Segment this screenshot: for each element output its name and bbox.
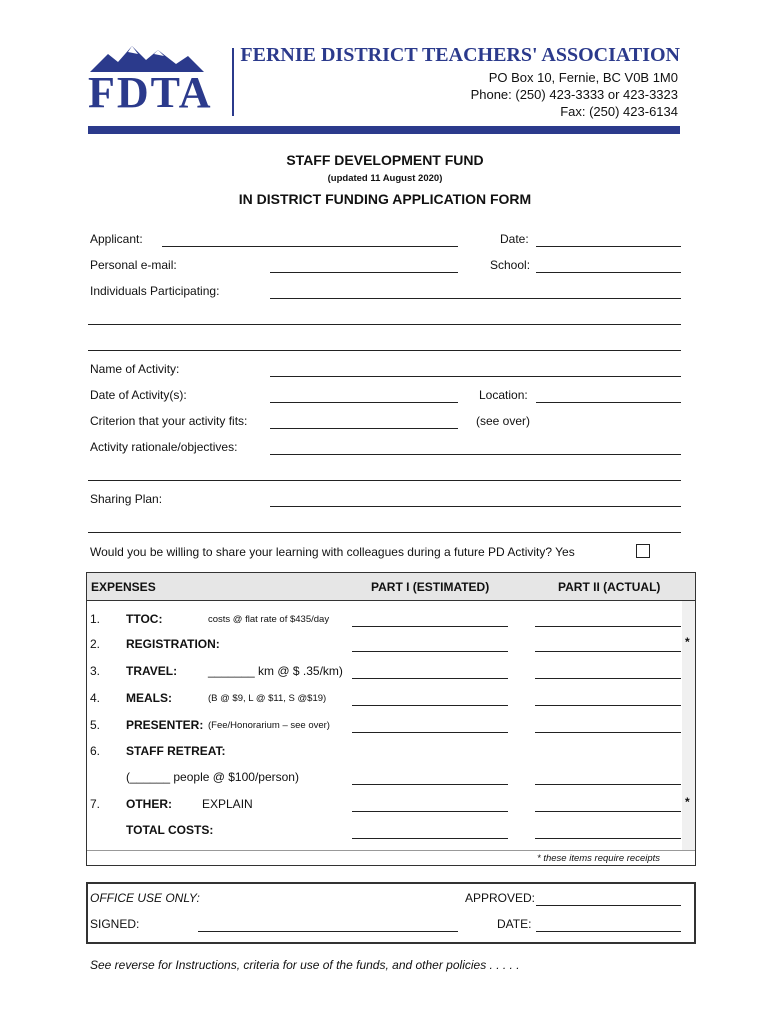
- rationale-field-2[interactable]: [88, 480, 681, 481]
- expense-part1-field[interactable]: [352, 732, 508, 733]
- signed-label: SIGNED:: [90, 917, 140, 931]
- individuals-field-2[interactable]: [88, 324, 681, 325]
- activity-name-field[interactable]: [270, 376, 681, 377]
- office-date-field[interactable]: [536, 931, 681, 932]
- signed-field[interactable]: [198, 931, 458, 932]
- expense-label: PRESENTER:: [126, 718, 204, 732]
- logo: [88, 42, 213, 120]
- total-label: TOTAL COSTS:: [126, 823, 214, 837]
- sharing-field-2[interactable]: [88, 532, 681, 533]
- expense-label: TTOC:: [126, 612, 163, 626]
- email-label: Personal e-mail:: [90, 258, 177, 272]
- expense-part2-field[interactable]: [535, 705, 681, 706]
- expense-num: 5.: [90, 718, 101, 732]
- expense-num: 6.: [90, 744, 101, 758]
- individuals-field[interactable]: [270, 298, 681, 299]
- approved-label: APPROVED:: [465, 891, 536, 905]
- expense-label: MEALS:: [126, 691, 172, 705]
- retreat-part2-field[interactable]: [535, 784, 681, 785]
- part2-header: PART II (ACTUAL): [558, 580, 661, 594]
- location-field[interactable]: [536, 402, 681, 403]
- header-bar: [88, 126, 680, 134]
- expense-part2-field[interactable]: [535, 626, 681, 627]
- office-use-title: OFFICE USE ONLY:: [90, 891, 200, 905]
- yes-checkbox[interactable]: [636, 544, 650, 558]
- expense-label: STAFF RETREAT:: [126, 744, 226, 758]
- rationale-label: Activity rationale/objectives:: [90, 440, 238, 454]
- activity-date-label: Date of Activity(s):: [90, 388, 187, 402]
- criterion-field[interactable]: [270, 428, 458, 429]
- see-over-note: (see over): [476, 414, 531, 428]
- form-title: IN DISTRICT FUNDING APPLICATION FORM: [238, 191, 532, 207]
- office-date-label: DATE:: [497, 917, 532, 931]
- retreat-part1-field[interactable]: [352, 784, 508, 785]
- other-label: OTHER:: [126, 797, 172, 811]
- expense-note: (B @ $9, L @ $11, S @$19): [208, 693, 327, 704]
- logo-text: FDTA: [88, 68, 213, 117]
- expense-num: 1.: [90, 612, 101, 626]
- share-question: Would you be willing to share your learning with colleagues during a future PD Activity? Yes: [90, 545, 575, 559]
- expense-part1-field[interactable]: [352, 651, 508, 652]
- location-label: Location:: [479, 388, 528, 402]
- sharing-field[interactable]: [270, 506, 681, 507]
- email-field[interactable]: [270, 272, 458, 273]
- footer-note: See reverse for Instructions, criteria for use of the funds, and other policies . . . . .: [90, 958, 520, 972]
- expense-label: REGISTRATION:: [126, 637, 220, 651]
- other-asterisk: *: [685, 795, 690, 809]
- criterion-label: Criterion that your activity fits:: [90, 414, 248, 428]
- other-part2-field[interactable]: [535, 811, 681, 812]
- other-explain: EXPLAIN: [202, 797, 253, 811]
- expense-note: (Fee/Honorarium – see over): [208, 720, 330, 731]
- activity-date-field[interactable]: [270, 402, 458, 403]
- rationale-field[interactable]: [270, 454, 681, 455]
- expenses-header: EXPENSES: [91, 580, 156, 594]
- total-part1-field[interactable]: [352, 838, 508, 839]
- applicant-label: Applicant:: [90, 232, 143, 246]
- expense-num: 3.: [90, 664, 101, 678]
- expense-asterisk: *: [685, 635, 690, 649]
- expense-part1-field[interactable]: [352, 626, 508, 627]
- phone: Phone: (250) 423-3333 or 423-3323: [470, 87, 678, 102]
- other-num: 7.: [90, 797, 101, 811]
- other-part1-field[interactable]: [352, 811, 508, 812]
- individuals-label: Individuals Participating:: [90, 284, 220, 298]
- expense-part1-field[interactable]: [352, 678, 508, 679]
- individuals-field-3[interactable]: [88, 350, 681, 351]
- expense-part2-field[interactable]: [535, 678, 681, 679]
- part1-header: PART I (ESTIMATED): [371, 580, 490, 594]
- updated-date: (updated 11 August 2020): [327, 173, 443, 184]
- school-label: School:: [490, 258, 531, 272]
- expense-num: 2.: [90, 637, 101, 651]
- date-label: Date:: [500, 232, 529, 246]
- retreat-note: (______ people @ $100/person): [126, 770, 299, 784]
- association-name: FERNIE DISTRICT TEACHERS' ASSOCIATION: [240, 44, 680, 66]
- school-field[interactable]: [536, 272, 681, 273]
- expense-part2-field[interactable]: [535, 651, 681, 652]
- expense-note: _______ km @ $ .35/km): [208, 664, 343, 678]
- receipts-note: * these items require receipts: [537, 853, 661, 864]
- table-divider: [87, 600, 695, 601]
- header-divider: [232, 48, 234, 116]
- total-part2-field[interactable]: [535, 838, 681, 839]
- sharing-label: Sharing Plan:: [90, 492, 163, 506]
- address: PO Box 10, Fernie, BC V0B 1M0: [488, 70, 678, 85]
- fund-title: STAFF DEVELOPMENT FUND: [286, 152, 484, 168]
- activity-name-label: Name of Activity:: [90, 362, 180, 376]
- expense-num: 4.: [90, 691, 101, 705]
- expense-label: TRAVEL:: [126, 664, 178, 678]
- expense-part1-field[interactable]: [352, 705, 508, 706]
- date-field[interactable]: [536, 246, 681, 247]
- fax: Fax: (250) 423-6134: [560, 104, 678, 119]
- approved-field[interactable]: [536, 905, 681, 906]
- expense-part2-field[interactable]: [535, 732, 681, 733]
- expense-note: costs @ flat rate of $435/day: [208, 614, 330, 625]
- applicant-field[interactable]: [162, 246, 458, 247]
